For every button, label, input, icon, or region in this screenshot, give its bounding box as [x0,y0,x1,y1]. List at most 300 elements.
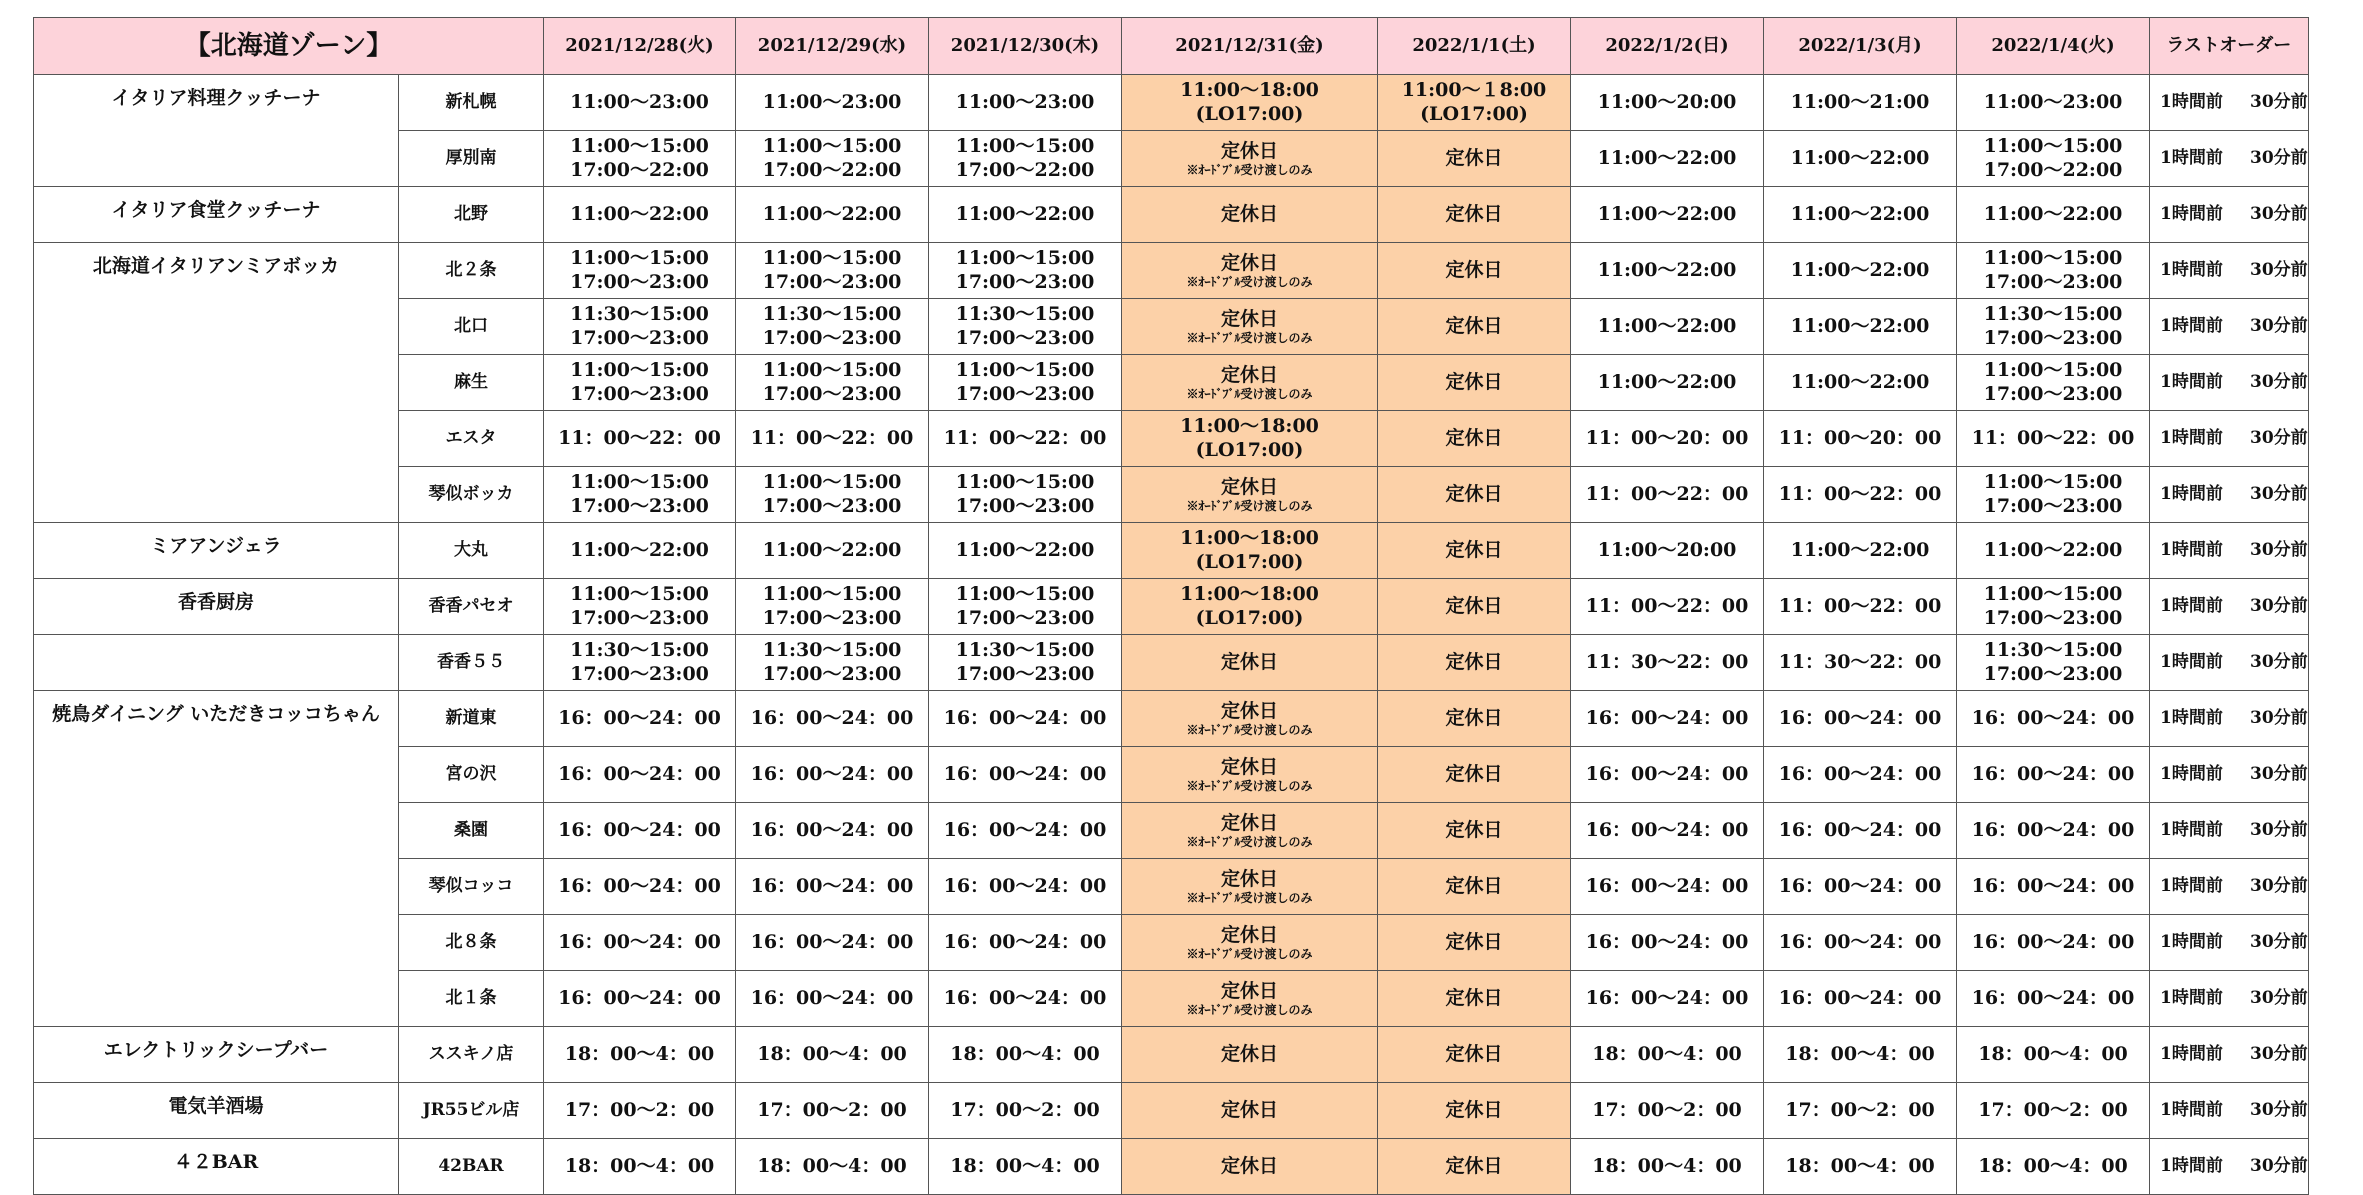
brand-name [34,299,399,355]
hours-line: 17:00～23:00 [1983,606,2123,629]
hours-line: 11:00～22:00 [1597,258,1737,281]
store-row [34,971,2309,1027]
hours-cell [736,1027,929,1083]
hours-cell [1378,971,1571,1027]
last-order-cell [2150,691,2309,747]
hours-line: 11:00～15:00 [570,470,709,493]
hours-line: 11:00～18:00 [1180,414,1319,437]
hours-line: 11:00～15:00 [762,246,902,269]
hours-cell [736,243,929,299]
hours-line: 11:00～22:00 [1790,258,1930,281]
hours-line: 11:00～22:00 [1790,146,1930,169]
hours-line: 定休日 [1445,482,1503,505]
last-order-food: 1時間前 [2160,539,2223,560]
hours-line: 定休日 [1220,756,1278,779]
hours-line: 17：00～2：00 [757,1098,907,1121]
hours-cell [1571,411,1764,467]
hours-cell [1764,1027,1957,1083]
store-name: JR55ビル店 [399,1083,544,1139]
hours-line: 11：00～22：00 [943,426,1107,449]
hours-cell [929,1027,1122,1083]
hours-line: 11:00～15:00 [955,134,1095,157]
hours-cell [736,187,929,243]
hours-line: 11：30～22：00 [1778,650,1942,673]
hours-cell [929,75,1122,131]
hours-cell [1957,915,2150,971]
last-order-drink: 30分前 [2250,315,2308,336]
hours-cell [1764,187,1957,243]
hours-note: ※ｵｰﾄﾞﾌﾞﾙ受け渡しのみ [1186,274,1313,289]
hours-cell [1122,75,1378,131]
last-order-food: 1時間前 [2160,427,2223,448]
store-row [34,803,2309,859]
hours-line: 11:00～15:00 [762,358,902,381]
hours-line: 16：00～24：00 [1971,874,2135,897]
hours-line: 17:00～23:00 [955,662,1095,685]
hours-cell [1122,579,1378,635]
hours-note: ※ｵｰﾄﾞﾌﾞﾙ受け渡しのみ [1186,890,1313,905]
hours-cell [929,1083,1122,1139]
store-name: 新札幌 [399,75,544,131]
hours-line: 11：00～22：00 [1778,594,1942,617]
hours-line: 16：00～24：00 [1585,706,1749,729]
last-order-drink: 30分前 [2250,763,2308,784]
hours-note: ※ｵｰﾄﾞﾌﾞﾙ受け渡しのみ [1186,778,1313,793]
hours-line: 17:00～23:00 [1983,494,2123,517]
hours-line: 16：00～24：00 [1971,818,2135,841]
hours-cell [1122,691,1378,747]
last-order-food: 1時間前 [2160,371,2223,392]
store-name: 北口 [399,299,544,355]
hours-cell [1764,1083,1957,1139]
hours-line: 17:00～23:00 [762,662,902,685]
hours-note: ※ｵｰﾄﾞﾌﾞﾙ受け渡しのみ [1186,946,1313,961]
last-order-food: 1時間前 [2160,819,2223,840]
hours-line: 11:00～22:00 [1790,202,1930,225]
hours-line: 17:00～22:00 [570,158,709,181]
hours-line: 16：00～24：00 [1971,762,2135,785]
last-order-drink: 30分前 [2250,427,2308,448]
hours-line: 定休日 [1445,706,1503,729]
hours-line: 16：00～24：00 [558,762,721,785]
hours-cell [929,747,1122,803]
hours-line: 17:00～23:00 [570,382,709,405]
hours-cell [736,803,929,859]
store-name: 新道東 [399,691,544,747]
hours-line: 11:00～15:00 [570,246,709,269]
hours-line: (LO17:00) [1195,550,1304,573]
hours-cell [1957,243,2150,299]
hours-cell [1378,1139,1571,1195]
hours-line: 11:30～15:00 [1983,638,2123,661]
hours-cell [1764,859,1957,915]
hours-line: 11:00～１8:00 [1401,78,1547,101]
hours-cell [1764,747,1957,803]
last-order-food: 1時間前 [2160,931,2223,952]
last-order-drink: 30分前 [2250,1043,2308,1064]
last-order-drink: 30分前 [2250,483,2308,504]
last-order-drink: 30分前 [2250,91,2308,112]
last-order-food: 1時間前 [2160,1155,2223,1176]
hours-cell [544,1027,736,1083]
hours-note: ※ｵｰﾄﾞﾌﾞﾙ受け渡しのみ [1186,834,1313,849]
hours-line: 11:00～15:00 [955,246,1095,269]
hours-line: 11:00～22:00 [1983,538,2123,561]
hours-line: 16：00～24：00 [750,930,914,953]
hours-line: 定休日 [1220,650,1278,673]
hours-line: 17:00～23:00 [955,270,1095,293]
hours-line: 定休日 [1445,538,1503,561]
hours-line: 16：00～24：00 [558,986,721,1009]
hours-line: 11:00～22:00 [1790,370,1930,393]
hours-cell [1957,747,2150,803]
hours-line: 11:00～15:00 [1983,582,2123,605]
hours-line: 11:00～15:00 [570,134,709,157]
hours-line: 17:00～23:00 [762,270,902,293]
hours-cell [929,187,1122,243]
hours-cell [1378,243,1571,299]
hours-cell [1122,299,1378,355]
hours-cell [1122,1027,1378,1083]
last-order-drink: 30分前 [2250,875,2308,896]
hours-line: 16：00～24：00 [943,818,1107,841]
hours-line: 11:00～22:00 [955,202,1095,225]
hours-cell [1122,859,1378,915]
last-order-drink: 30分前 [2250,203,2308,224]
store-name: 北１条 [399,971,544,1027]
hours-line: 11:00～21:00 [1790,90,1930,113]
hours-line: (LO17:00) [1420,102,1528,125]
hours-cell [736,355,929,411]
hours-cell [929,635,1122,691]
hours-cell [1378,747,1571,803]
hours-cell [544,411,736,467]
hours-cell [1571,691,1764,747]
last-order-food: 1時間前 [2160,595,2223,616]
hours-cell [1957,691,2150,747]
hours-cell [1571,1139,1764,1195]
hours-line: 11:00～22:00 [955,538,1095,561]
hours-cell [1378,299,1571,355]
hours-line: 定休日 [1445,818,1503,841]
hours-line: 11:00～22:00 [1790,314,1930,337]
hours-line: 17:00～23:00 [955,382,1095,405]
brand-name: エレクトリックシープバー [34,1027,399,1083]
hours-line: 16：00～24：00 [750,706,914,729]
hours-cell [1571,523,1764,579]
hours-line: 定休日 [1445,762,1503,785]
store-row [34,859,2309,915]
hours-cell [1764,355,1957,411]
hours-line: 16：00～24：00 [1971,930,2135,953]
hours-cell [1122,355,1378,411]
hours-line: (LO17:00) [1195,606,1304,629]
hours-line: 定休日 [1445,930,1503,953]
hours-line: 16：00～24：00 [1585,874,1749,897]
hours-cell [929,299,1122,355]
last-order-cell [2150,1139,2309,1195]
store-row [34,915,2309,971]
hours-cell [1957,1027,2150,1083]
store-name: 麻生 [399,355,544,411]
hours-line: 11:00～23:00 [955,90,1095,113]
brand-name: 焼鳥ダイニング いただきコッコちゃん [34,691,399,747]
hours-line: 16：00～24：00 [1585,818,1749,841]
hours-line: 11:30～15:00 [955,638,1095,661]
hours-cell [1122,467,1378,523]
hours-cell [929,131,1122,187]
store-name: 厚別南 [399,131,544,187]
hours-line: 11：00～22：00 [750,426,914,449]
hours-cell [1378,131,1571,187]
store-row [34,411,2309,467]
hours-line: 11:00～15:00 [1983,246,2123,269]
last-order-drink: 30分前 [2250,1099,2308,1120]
hours-line: 11：00～22：00 [1585,482,1749,505]
hours-line: 18：00～4：00 [1592,1042,1742,1065]
hours-line: 16：00～24：00 [943,930,1107,953]
hours-line: 17:00～23:00 [1983,662,2123,685]
store-row [34,691,2309,747]
store-name: 香香パセオ [399,579,544,635]
hours-cell [1764,75,1957,131]
hours-cell [929,243,1122,299]
hours-cell [1378,915,1571,971]
hours-cell [1764,691,1957,747]
store-row [34,355,2309,411]
hours-cell [1378,1083,1571,1139]
store-row [34,747,2309,803]
hours-line: 11:00～22:00 [762,538,902,561]
hours-cell [1764,635,1957,691]
hours-cell [1378,859,1571,915]
brand-name: ミアアンジェラ [34,523,399,579]
hours-cell [544,747,736,803]
last-order-cell [2150,915,2309,971]
last-order-cell [2150,355,2309,411]
hours-line: 16：00～24：00 [1778,874,1942,897]
brand-name [34,635,399,691]
hours-line: 17:00～23:00 [955,326,1095,349]
hours-line: 11:00～15:00 [955,358,1095,381]
hours-line: 18：00～4：00 [757,1154,907,1177]
hours-cell [929,523,1122,579]
hours-cell [1378,75,1571,131]
hours-line: 定休日 [1445,202,1503,225]
hours-line: 16：00～24：00 [558,874,721,897]
hours-cell [736,859,929,915]
hours-line: 11:00～15:00 [570,582,709,605]
hours-cell [1378,579,1571,635]
hours-cell [1122,243,1378,299]
store-row [34,579,2309,635]
hours-line: 11：00～20：00 [1585,426,1749,449]
hours-cell [929,355,1122,411]
date-header: 2021/12/29(水) [736,18,929,75]
hours-line: 16：00～24：00 [1585,930,1749,953]
last-order-drink: 30分前 [2250,539,2308,560]
last-order-food: 1時間前 [2160,259,2223,280]
brand-name [34,467,399,523]
hours-cell [736,1083,929,1139]
last-order-drink: 30分前 [2250,1155,2308,1176]
hours-cell [929,579,1122,635]
hours-line: 11：00～22：00 [1585,594,1749,617]
hours-line: 11:00～23:00 [1983,90,2123,113]
hours-cell [736,75,929,131]
hours-cell [1122,1139,1378,1195]
hours-line: 17：00～2：00 [1592,1098,1742,1121]
hours-cell [929,467,1122,523]
hours-cell [929,691,1122,747]
last-order-cell [2150,467,2309,523]
last-order-food: 1時間前 [2160,987,2223,1008]
hours-line: 17：00～2：00 [1785,1098,1935,1121]
brand-name [34,411,399,467]
hours-line: 17:00～23:00 [762,494,902,517]
hours-line: 16：00～24：00 [1778,762,1942,785]
hours-line: 18：00～4：00 [1785,1154,1935,1177]
hours-line: 16：00～24：00 [1585,986,1749,1009]
last-order-food: 1時間前 [2160,875,2223,896]
hours-line: 定休日 [1220,700,1278,723]
store-row [34,187,2309,243]
hours-cell [1764,131,1957,187]
hours-line: 16：00～24：00 [558,818,721,841]
hours-line: 16：00～24：00 [1778,706,1942,729]
hours-line: 16：00～24：00 [1778,930,1942,953]
last-order-food: 1時間前 [2160,315,2223,336]
hours-cell [1571,1027,1764,1083]
hours-cell [1571,299,1764,355]
brand-name [34,803,399,859]
hours-line: 18：00～4：00 [1978,1154,2128,1177]
hours-line: 定休日 [1220,252,1278,275]
hours-cell [1122,803,1378,859]
date-header: 2022/1/4(火) [1957,18,2150,75]
hours-cell [1957,803,2150,859]
brand-name [34,747,399,803]
hours-line: 11:00～22:00 [1597,370,1737,393]
hours-line: 18：00～4：00 [1785,1042,1935,1065]
hours-line: 11：00～20：00 [1778,426,1942,449]
hours-cell [1122,187,1378,243]
hours-line: 定休日 [1445,874,1503,897]
last-order-food: 1時間前 [2160,1099,2223,1120]
hours-cell [1957,131,2150,187]
hours-cell [1378,411,1571,467]
hours-line: 17:00～23:00 [570,494,709,517]
hours-line: 17:00～22:00 [1983,158,2123,181]
hours-line: (LO17:00) [1195,438,1304,461]
hours-line: 11:00～15:00 [762,582,902,605]
hours-line: 16：00～24：00 [1778,986,1942,1009]
hours-cell [1378,691,1571,747]
hours-line: 17:00～23:00 [955,494,1095,517]
brand-name [34,131,399,187]
hours-line: 11:00～15:00 [1983,470,2123,493]
hours-line: 11:00～22:00 [1597,314,1737,337]
last-order-cell [2150,1083,2309,1139]
last-order-drink: 30分前 [2250,707,2308,728]
hours-line: 11:00～18:00 [1180,526,1319,549]
hours-cell [736,691,929,747]
hours-cell [1378,467,1571,523]
hours-cell [1122,1083,1378,1139]
hours-cell [1378,355,1571,411]
hours-cell [736,747,929,803]
hours-cell [544,859,736,915]
hours-cell [1378,523,1571,579]
store-row [34,1027,2309,1083]
hours-line: 16：00～24：00 [750,874,914,897]
store-row [34,523,2309,579]
hours-cell [1571,803,1764,859]
brand-name: イタリア食堂クッチーナ [34,187,399,243]
last-order-drink: 30分前 [2250,651,2308,672]
hours-line: 定休日 [1445,986,1503,1009]
hours-cell [736,467,929,523]
last-order-cell [2150,299,2309,355]
hours-cell [1957,1139,2150,1195]
hours-line: 17:00～22:00 [955,158,1095,181]
hours-line: 17：00～2：00 [1978,1098,2128,1121]
store-name: 北２条 [399,243,544,299]
last-order-food: 1時間前 [2160,483,2223,504]
store-row [34,635,2309,691]
hours-cell [1378,803,1571,859]
store-name: ススキノ店 [399,1027,544,1083]
hours-cell [929,1139,1122,1195]
hours-line: 18：00～4：00 [1978,1042,2128,1065]
hours-cell [1957,467,2150,523]
hours-line: 11:00～15:00 [1983,134,2123,157]
hours-cell [736,971,929,1027]
hours-line: 定休日 [1220,812,1278,835]
hours-line: 定休日 [1220,868,1278,891]
hours-cell [1122,915,1378,971]
hours-line: 17:00～23:00 [570,662,709,685]
hours-cell [1571,131,1764,187]
store-name: 宮の沢 [399,747,544,803]
last-order-header: ラストオーダー [2150,18,2309,75]
hours-line: 11：00～22：00 [1778,482,1942,505]
hours-cell [1957,411,2150,467]
hours-cell [1764,467,1957,523]
store-row [34,75,2309,131]
hours-line: 11：30～22：00 [1585,650,1749,673]
hours-cell [1571,1083,1764,1139]
hours-note: ※ｵｰﾄﾞﾌﾞﾙ受け渡しのみ [1186,162,1313,177]
date-header: 2022/1/2(日) [1571,18,1764,75]
hours-line: 17：00～2：00 [564,1098,715,1121]
hours-line: 定休日 [1445,1042,1503,1065]
hours-note: ※ｵｰﾄﾞﾌﾞﾙ受け渡しのみ [1186,386,1313,401]
hours-line: 定休日 [1445,258,1503,281]
hours-line: 11:00～22:00 [570,538,709,561]
hours-cell [1571,635,1764,691]
hours-cell [1764,803,1957,859]
hours-line: 11:00～22:00 [1597,202,1737,225]
hours-cell [544,1139,736,1195]
hours-line: 17：00～2：00 [950,1098,1100,1121]
hours-line: 定休日 [1445,1098,1503,1121]
last-order-cell [2150,803,2309,859]
hours-line: 11:00～22:00 [1597,146,1737,169]
hours-line: 11:00～22:00 [570,202,709,225]
hours-note: ※ｵｰﾄﾞﾌﾞﾙ受け渡しのみ [1186,330,1313,345]
date-header: 2021/12/28(火) [544,18,736,75]
